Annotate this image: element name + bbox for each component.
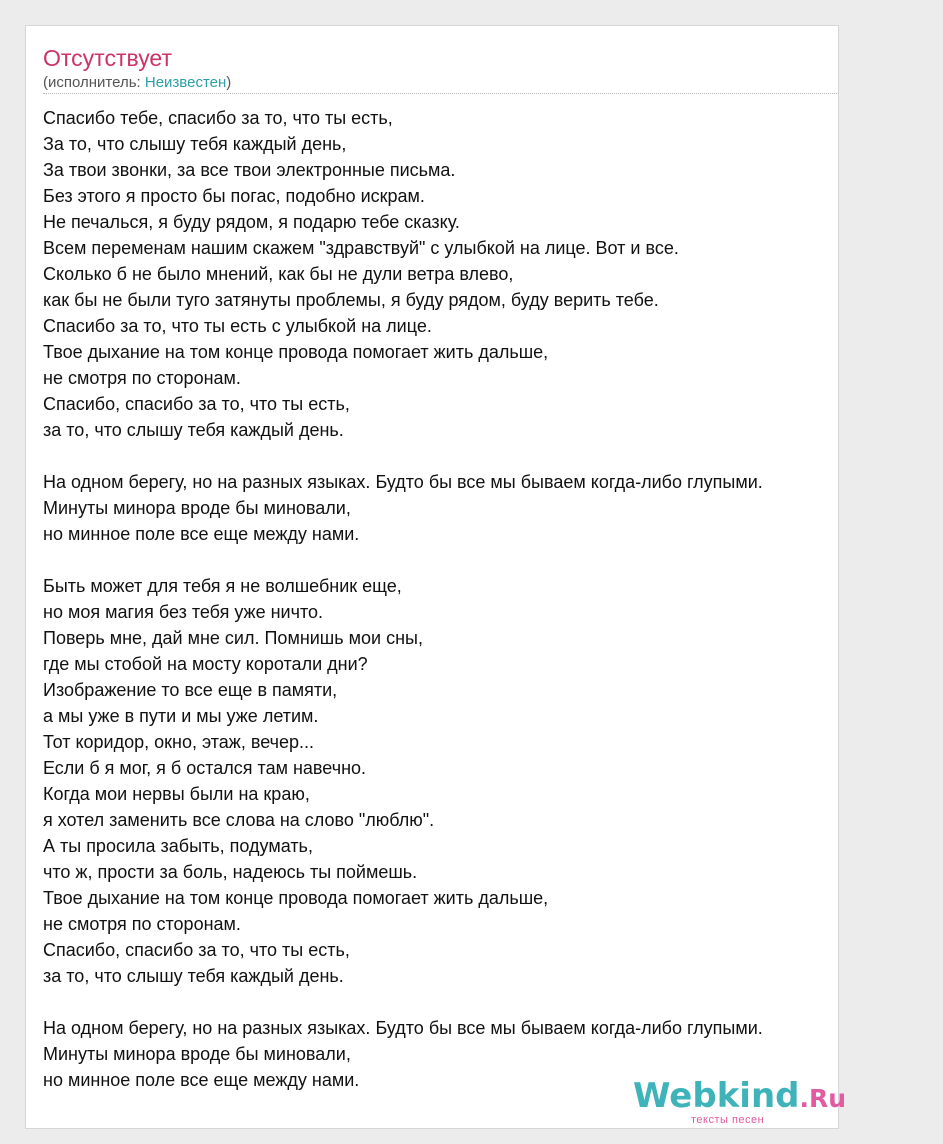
logo-tagline: тексты песен (691, 1114, 765, 1126)
lyric-line: Спасибо тебе, спасибо за то, что ты есть, (43, 108, 393, 128)
lyric-line: за то, что слышу тебя каждый день. (43, 420, 344, 440)
artist-prefix: (исполнитель: (43, 74, 145, 91)
lyric-line: Минуты минора вроде бы миновали, (43, 498, 351, 518)
logo-tld: .Ru (799, 1084, 847, 1113)
song-title: Отсутствует (43, 45, 172, 71)
stanza-break (43, 547, 943, 573)
artist-link[interactable]: Неизвестен (144, 74, 227, 91)
artist-line (43, 74, 231, 92)
lyric-line: Тот коридор, окно, этаж, вечер... (43, 732, 315, 752)
lyric-line: За твои звонки, за все твои электронные письма. (43, 160, 456, 180)
lyric-line: На одном берегу, но на разных языках. Будто бы все мы бываем когда-либо глупыми. (43, 472, 763, 492)
lyrics-body (43, 105, 943, 1093)
lyric-line: Когда мои нервы были на краю, (43, 784, 310, 804)
lyric-line: но моя магия без тебя уже ничто. (43, 602, 324, 622)
lyric-line: За то, что слышу тебя каждый день, (43, 134, 347, 154)
lyric-line: А ты просила забыть, подумать, (43, 836, 313, 856)
lyric-line: где мы стобой на мосту коротали дни? (43, 654, 368, 674)
lyric-line: а мы уже в пути и мы уже летим. (43, 706, 319, 726)
lyric-line: Сколько б не было мнений, как бы не дули ветра влево, (43, 264, 514, 284)
lyric-line: Изображение то все еще в памяти, (43, 680, 338, 700)
lyric-line: Спасибо, спасибо за то, что ты есть, (43, 940, 350, 960)
lyric-line: не смотря по сторонам. (43, 914, 241, 934)
lyrics-card (25, 25, 847, 1129)
lyric-line: за то, что слышу тебя каждый день. (43, 966, 344, 986)
lyric-line: Спасибо за то, что ты есть с улыбкой на лице. (43, 316, 432, 336)
site-logo[interactable] (633, 1076, 847, 1128)
lyric-line: Без этого я просто бы погас, подобно искрам. (43, 186, 425, 206)
stanza-break (43, 443, 943, 469)
lyric-line: как бы не были туго затянуты проблемы, я буду рядом, буду верить тебе. (43, 290, 659, 310)
lyric-line: Всем переменам нашим скажем "здравствуй" с улыбкой на лице. Вот и все. (43, 238, 679, 258)
lyric-line: Не печалься, я буду рядом, я подарю тебе сказку. (43, 212, 460, 232)
lyric-line: Быть может для тебя я не волшебник еще, (43, 576, 402, 596)
lyric-line: Твое дыхание на том конце провода помогает жить дальше, (43, 888, 549, 908)
stanza-break (43, 989, 943, 1015)
lyric-line: Поверь мне, дай мне сил. Помнишь мои сны, (43, 628, 423, 648)
lyric-line: Твое дыхание на том конце провода помогает жить дальше, (43, 342, 549, 362)
lyric-line: но минное поле все еще между нами. (43, 524, 360, 544)
artist-suffix: ) (226, 74, 232, 91)
lyric-line: что ж, прости за боль, надеюсь ты поймешь. (43, 862, 418, 882)
lyric-line: Минуты минора вроде бы миновали, (43, 1044, 351, 1064)
lyric-line: не смотря по сторонам. (43, 368, 241, 388)
lyric-line: На одном берегу, но на разных языках. Будто бы все мы бываем когда-либо глупыми. (43, 1018, 763, 1038)
logo-wordmark (633, 1076, 846, 1119)
divider (43, 93, 837, 94)
lyric-line: Спасибо, спасибо за то, что ты есть, (43, 394, 350, 414)
lyric-line: Если б я мог, я б остался там навечно. (43, 758, 367, 778)
lyric-line: я хотел заменить все слова на слово "люблю". (43, 810, 435, 830)
lyric-line: но минное поле все еще между нами. (43, 1070, 360, 1090)
logo-brand: Webkind (633, 1076, 800, 1116)
